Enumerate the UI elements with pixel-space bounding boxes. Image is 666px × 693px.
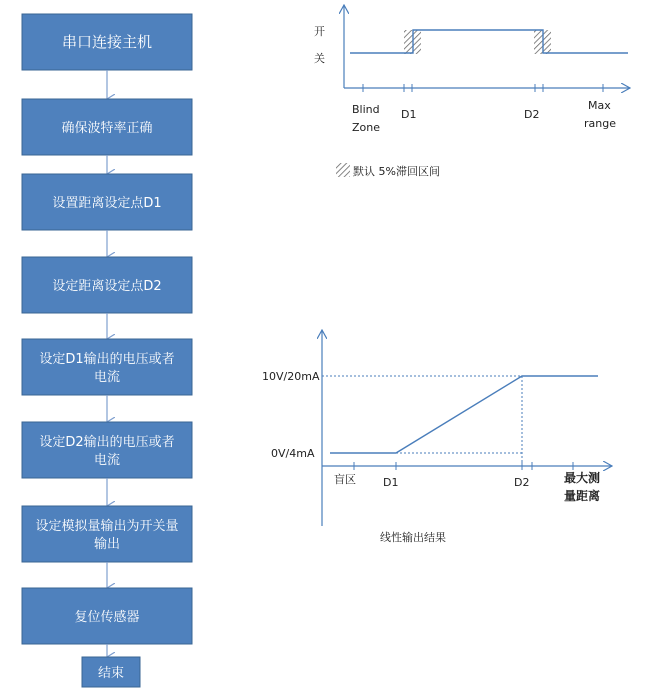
step-d2-output-label: 设定D2输出的电压或者 xyxy=(39,435,175,450)
linear-x-label-max-2: 量距离 xyxy=(564,489,601,503)
legend-label: 默认 5%滞回区间 xyxy=(353,165,440,178)
step-analog-to-switch-label: 输出 xyxy=(93,537,121,552)
switch-x-label-max-1: Max xyxy=(588,99,611,112)
linear-output-line xyxy=(330,376,598,453)
linear-x-label-blind: 盲区 xyxy=(334,473,356,486)
switch-signal-line xyxy=(350,30,628,53)
step-check-baud-label: 确保波特率正确 xyxy=(61,121,153,136)
step-reset-sensor-label: 复位传感器 xyxy=(74,610,140,625)
linear-y-label-low: 0V/4mA xyxy=(271,447,315,460)
linear-caption: 线性输出结果 xyxy=(380,531,446,544)
switch-x-label-max-2: range xyxy=(584,117,616,130)
step-d2-output-box xyxy=(22,422,192,478)
switch-y-label-on: 开 xyxy=(314,25,325,38)
switch-x-label-blind-1: Blind xyxy=(352,103,380,116)
linear-chart xyxy=(262,330,612,544)
flowchart xyxy=(22,14,192,687)
switch-x-label-d2: D2 xyxy=(524,108,540,121)
switch-x-label-d1: D1 xyxy=(401,108,417,121)
step-end-label: 结束 xyxy=(97,666,125,681)
step-d1-output-box xyxy=(22,339,192,395)
step-d1-output-label: 设定D1输出的电压或者 xyxy=(39,352,175,367)
linear-x-label-max-1: 最大测 xyxy=(564,471,601,485)
linear-x-label-d1: D1 xyxy=(383,476,399,489)
step-analog-to-switch-box xyxy=(22,506,192,562)
step-d2-output-label: 电流 xyxy=(93,453,121,468)
step-analog-to-switch-label: 设定模拟量输出为开关量 xyxy=(35,519,179,534)
switch-x-label-blind-2: Zone xyxy=(352,121,381,134)
switch-y-label-off: 关 xyxy=(314,52,325,65)
step-set-d1-label: 设置距离设定点D1 xyxy=(52,196,162,211)
step-d1-output-label: 电流 xyxy=(93,370,121,385)
step-connect-host-label: 串口连接主机 xyxy=(61,33,153,51)
linear-x-label-d2: D2 xyxy=(514,476,530,489)
switch-chart xyxy=(314,5,630,178)
linear-y-label-high: 10V/20mA xyxy=(262,370,320,383)
step-set-d2-label: 设定距离设定点D2 xyxy=(52,279,162,294)
legend-hatch-swatch xyxy=(336,163,350,177)
